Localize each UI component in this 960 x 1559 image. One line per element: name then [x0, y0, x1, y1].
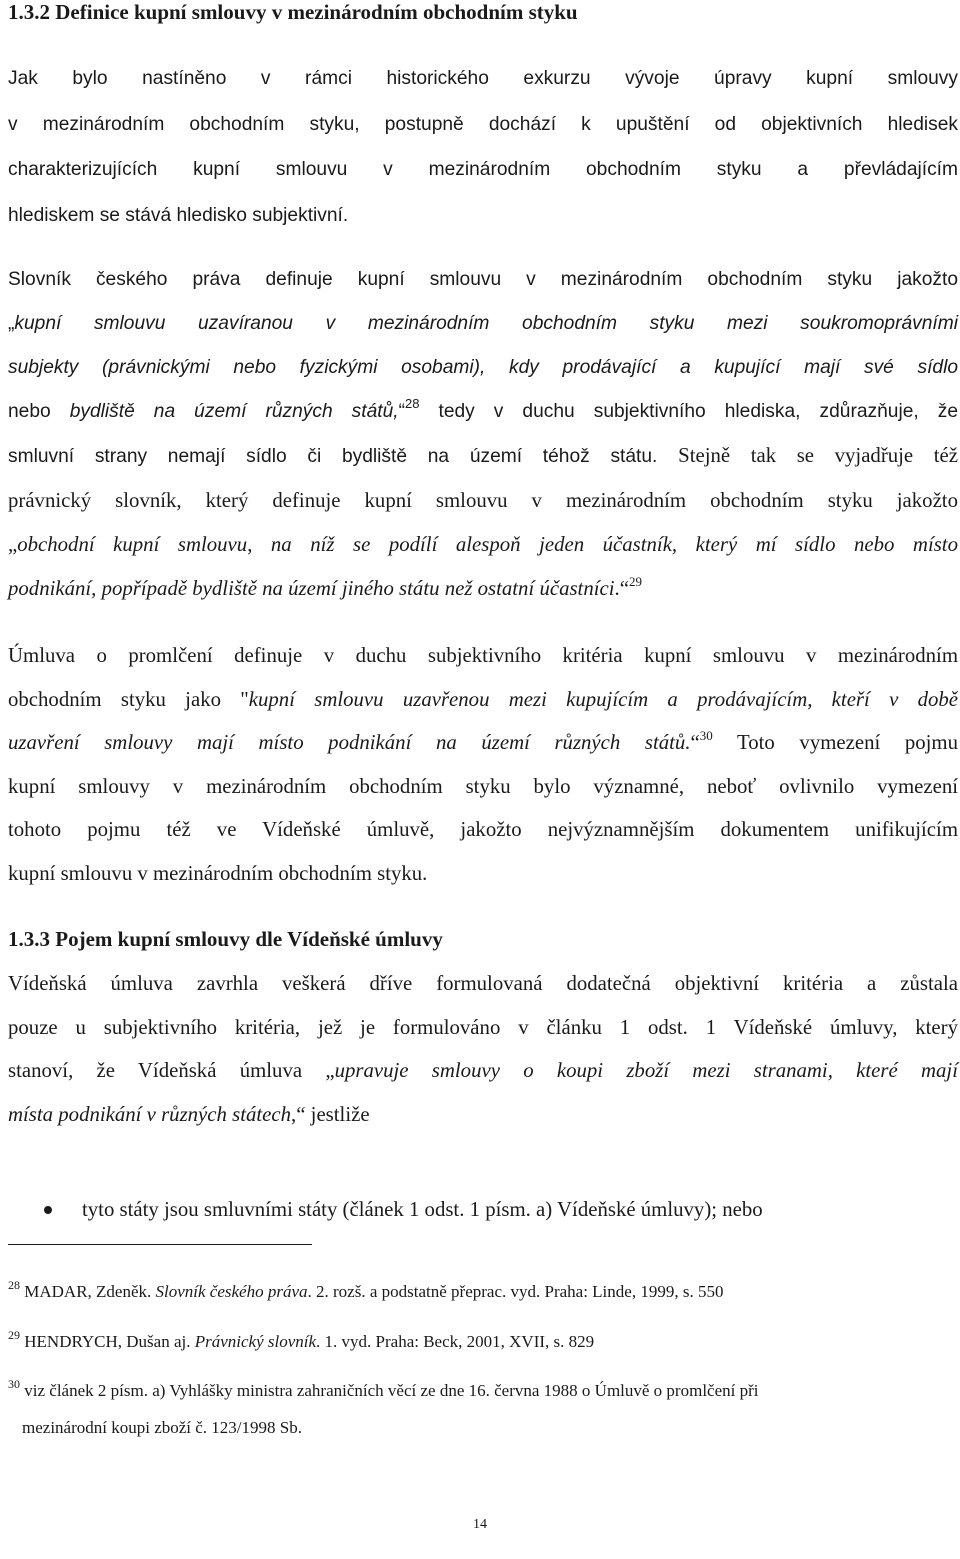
- paragraph-3: [8, 634, 958, 896]
- paragraph-1: [8, 56, 958, 238]
- section-heading-1-3-3: 1.3.3 Pojem kupní smlouvy dle Vídeňské úmluvy: [8, 927, 443, 951]
- p4-line-1: Vídeňská úmluva zavrhla veškerá dříve formulovaná dodatečná objektivní kritéria a zůstala: [8, 972, 958, 995]
- footnote-30-line-2: mezinárodní koupi zboží č. 123/1998 Sb.: [22, 1418, 302, 1437]
- footnote-29: $^{29}$ HENDRYCH, Dušan aj. Právnický slovník. 1. vyd. Praha: Beck, 2001, XVII, s. 829: [8, 1328, 595, 1351]
- p1-line-4: hlediskem se stává hledisko subjektivní.: [8, 204, 349, 226]
- footnote-ref-30[interactable]: 30: [699, 728, 713, 744]
- p2-line-6: právnický slovník, který definuje kupní smlouvu v mezinárodním obchodním styku jakožto: [8, 489, 958, 512]
- bullet-item: tyto státy jsou smluvními státy (článek 1 odst. 1 písm. a) Vídeňské úmluvy); nebo: [82, 1198, 763, 1221]
- footnote-ref-28[interactable]: 28: [405, 396, 420, 411]
- p2-line-2: „kupní smlouvu uzavíranou v mezinárodním obchodním styku mezi soukromoprávními: [8, 313, 958, 334]
- p3-line-6: kupní smlouvu v mezinárodním obchodním styku.: [8, 861, 428, 885]
- p4-line-2: pouze u subjektivního kritéria, jež je formulováno v článku 1 odst. 1 Vídeňské úmluvy, který: [8, 1015, 958, 1039]
- paragraph-4: [8, 962, 958, 1136]
- p4-line-4: místa podnikání v různých státech,“ jestliže: [8, 1102, 370, 1126]
- p2-line-5: smluvní strany nemají sídlo či bydliště na území téhož státu. Stejně tak se vyjadřuje též: [8, 444, 958, 467]
- page-number: 14: [473, 1517, 487, 1532]
- footnote-30-line-1: $^{30}$ viz článek 2 písm. a) Vyhlášky ministra zahraničních věcí ze dne 16. června 1988 o Úmluvě o promlčení při: [8, 1377, 759, 1400]
- p3-line-1: Úmluva o promlčení definuje v duchu subjektivního kritéria kupní smlouvu v mezinárodním: [8, 644, 958, 667]
- p1-line-1: Jak bylo nastíněno v rámci historického exkurzu vývoje úpravy kupní smlouvy: [8, 68, 958, 89]
- footnote-28: $^{28}$ MADAR, Zdeněk. Slovník českého práva. 2. rozš. a podstatně přeprac. vyd. Praha: Linde, 1999, s. 550: [8, 1278, 724, 1301]
- p2-line-3: subjekty (právnickými nebo fyzickými osobami), kdy prodávající a kupující mají své sídlo: [8, 357, 958, 378]
- p2-line-4: nebo bydliště na území různých států,“$^{28}$ tedy v duchu subjektivního hlediska, zdůrazňuje, že: [8, 396, 958, 422]
- bullet-dot-icon: [44, 1206, 52, 1214]
- p4-line-3: stanoví, že Vídeňská úmluva „upravuje smlouvy o koupi zboží mezi stranami, které mají: [8, 1059, 958, 1082]
- section-heading-1-3-2: 1.3.2 Definice kupní smlouvy v mezinárodním obchodním styku: [8, 0, 578, 24]
- p2-line-8: podnikání, popřípadě bydliště na území jiného státu než ostatní účastníci.“$^{29}$: [8, 574, 642, 600]
- p3-line-2: obchodním styku jako "kupní smlouvu uzavřenou mezi kupujícím a prodávajícím, kteří v době: [8, 687, 958, 711]
- p3-line-5: tohoto pojmu též ve Vídeňské úmluvě, jakožto nejvýznamnějším dokumentem unifikujícím: [8, 818, 958, 842]
- footnote-separator: [8, 1244, 312, 1245]
- paragraph-2: [8, 258, 958, 611]
- p1-line-3: charakterizujících kupní smlouvu v mezinárodním obchodním styku a převládajícím: [8, 159, 958, 180]
- p3-line-3: uzavření smlouvy mají místo podnikání na území různých států.“$^{30}$ Toto vymezení pojmu: [8, 728, 959, 755]
- p2-line-7: „obchodní kupní smlouvu, na níž se podílí alespoň jeden účastník, který mí sídlo nebo místo: [8, 533, 958, 556]
- p2-line-1: Slovník českého práva definuje kupní smlouvu v mezinárodním obchodním styku jakožto: [8, 269, 958, 290]
- p3-line-4: kupní smlouvy v mezinárodním obchodním styku bylo významné, neboť ovlivnilo vymezení: [8, 774, 958, 798]
- footnote-ref-29[interactable]: 29: [628, 574, 642, 589]
- p1-line-2: v mezinárodním obchodním styku, postupně dochází k upuštění od objektivních hledisek: [8, 113, 958, 135]
